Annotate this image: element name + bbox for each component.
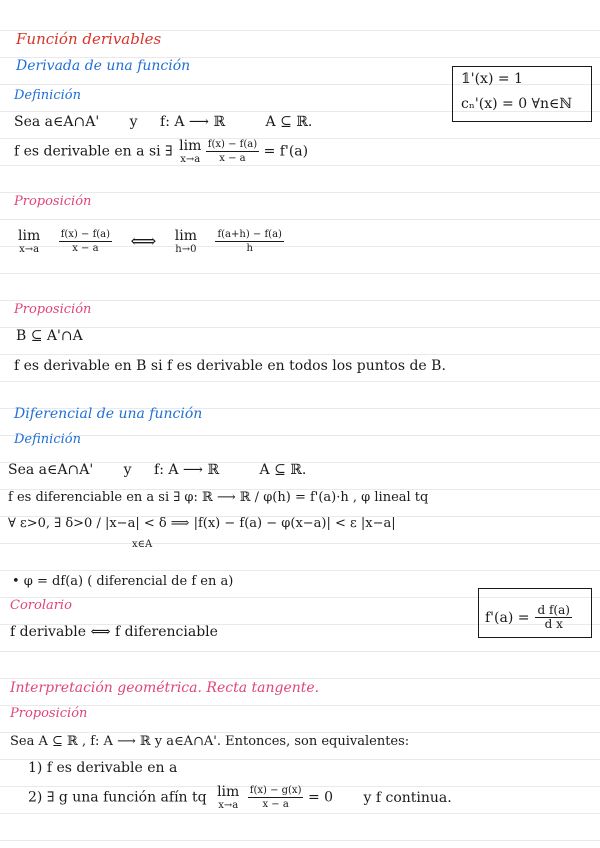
def2-domain: A ⊆ ℝ. [259,462,307,478]
heading-definicion-1: Definición [14,88,81,103]
prop1-fraction-2 [215,228,284,255]
subtitle-derivada: Derivada de una función [16,58,191,74]
prop3-limit [217,784,239,811]
heading-interpretacion: Interpretación geométrica. Recta tangente. [10,680,320,696]
limit-symbol: lim [18,228,41,244]
fraction-denominator: x − a [72,243,99,254]
prop3-item2-equals: = 0 [307,789,334,806]
box2-formula [485,604,572,631]
box2-fraction [535,604,571,631]
def1-y: y [129,114,138,130]
def2-line2: f es diferenciable en a si ∃ φ: ℝ ⟶ ℝ / φ(h) = f'(a)·h , φ lineal tq [8,490,429,505]
def1-sea: Sea a∈A∩A' [14,114,100,130]
def1-function: f: A ⟶ ℝ [160,114,226,130]
formula-box-differential [478,588,592,638]
prop3-item2 [28,784,452,811]
fraction-numerator: f(a+h) − f(a) [217,229,282,240]
limit-subscript: x→a [19,244,40,255]
fraction-denominator: x − a [262,799,289,810]
differential-note: • φ = df(a) ( diferencial de f en a) [12,574,234,589]
prop2-line2: f es derivable en B si f es derivable en todos los puntos de B. [14,358,446,374]
heading-proposicion-1: Proposición [14,194,92,209]
def1-domain: A ⊆ ℝ. [265,114,313,130]
prop3-fraction [248,784,304,811]
corollary-text: f derivable ⟺ f diferenciable [10,624,218,640]
prop3-item2-start: 2) ∃ g una función afín tq [28,789,207,806]
heading-corolario: Corolario [10,598,72,613]
def2-function: f: A ⟶ ℝ [154,462,220,478]
def2-sea: Sea a∈A∩A' [8,462,94,478]
def2-line3: ∀ ε>0, ∃ δ>0 / |x−a| < δ ⟹ |f(x) − f(a) − φ(x−a)| < ε |x−a| [8,516,396,531]
prop1-equivalence [18,228,284,255]
def1-fraction [206,138,259,165]
def2-line1 [8,462,306,478]
def1-condition: f es derivable en a si ∃ [14,143,173,160]
prop3-item2-end: y f continua. [363,789,452,806]
heading-definicion-2: Definición [14,432,81,447]
fraction-denominator: x − a [219,153,246,164]
fraction-numerator: f(x) − f(a) [60,229,111,240]
formula-box-constants [452,66,592,122]
prop1-fraction-1 [59,228,112,255]
def1-limit [179,138,201,165]
prop3-line1: Sea A ⊆ ℝ , f: A ⟶ ℝ y a∈A∩A'. Entonces, son equivalentes: [10,734,410,749]
fraction-numerator: f(x) − g(x) [249,785,302,796]
prop2-line1: B ⊆ A'∩A [16,328,83,344]
def1-line1 [14,114,312,130]
prop3-item1: 1) f es derivable en a [28,760,178,776]
heading-proposicion-2: Proposición [14,302,92,317]
box-line-identity: 𝟙'(x) = 1 [461,71,523,87]
fraction-denominator: d x [544,617,563,631]
def2-line3-subscript: x∈A [132,539,153,550]
equivalence-arrow: ⟺ [130,231,157,252]
heading-proposicion-3: Proposición [10,706,88,721]
limit-symbol: lim [174,228,197,244]
def1-result: = f'(a) [263,143,309,160]
limit-symbol: lim [179,138,202,154]
fraction-numerator: f(x) − f(a) [207,139,258,150]
box-line-constant: cₙ'(x) = 0 ∀n∈ℕ [461,96,573,112]
def2-y: y [123,462,132,478]
limit-subscript: x→a [218,800,239,811]
prop1-limit-1 [18,228,40,255]
prop1-limit-2 [175,228,197,255]
limit-subscript: x→a [180,154,201,165]
box2-lhs: f'(a) = [485,609,530,626]
limit-symbol: lim [217,784,240,800]
fraction-denominator: h [246,243,253,254]
limit-subscript: h→0 [175,244,197,255]
main-title: Función derivables [16,30,162,48]
fraction-numerator: d f(a) [537,603,570,617]
def1-line2 [14,138,308,165]
heading-diferencial: Diferencial de una función [14,406,203,422]
